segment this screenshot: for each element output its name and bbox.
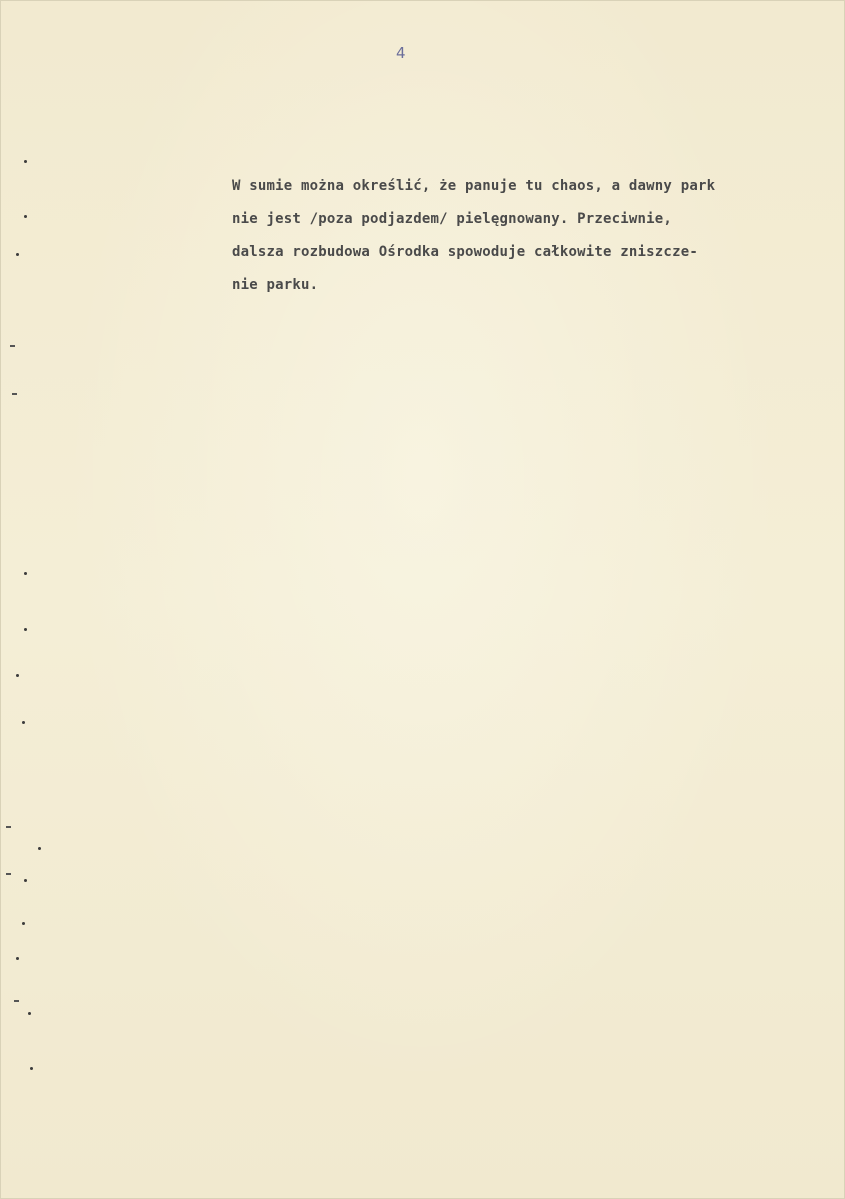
margin-speck xyxy=(28,1012,31,1015)
margin-speck xyxy=(12,393,17,395)
margin-speck xyxy=(14,1000,19,1002)
margin-speck xyxy=(30,1067,33,1070)
margin-speck xyxy=(24,628,27,631)
margin-speck xyxy=(38,847,41,850)
margin-speck xyxy=(22,922,25,925)
margin-speck xyxy=(6,873,11,875)
margin-speck xyxy=(24,572,27,575)
body-paragraph xyxy=(232,170,832,302)
margin-speck xyxy=(16,674,19,677)
margin-speck xyxy=(10,345,15,347)
margin-speck xyxy=(24,160,27,163)
margin-speck xyxy=(22,721,25,724)
margin-speck xyxy=(24,215,27,218)
page-number: 4 xyxy=(396,44,406,62)
text-line: nie jest /poza podjazdem/ pielęgnowany. Przeciwnie, xyxy=(232,211,673,227)
margin-speck xyxy=(16,253,19,256)
margin-speck xyxy=(6,826,11,828)
text-line: dalsza rozbudowa Ośrodka spowoduje całkowite zniszcze- xyxy=(232,244,698,260)
text-line: nie parku. xyxy=(232,277,319,293)
margin-speck xyxy=(24,879,27,882)
text-line: W sumie można określić, że panuje tu chaos, a dawny park xyxy=(232,178,716,194)
margin-speck xyxy=(16,957,19,960)
